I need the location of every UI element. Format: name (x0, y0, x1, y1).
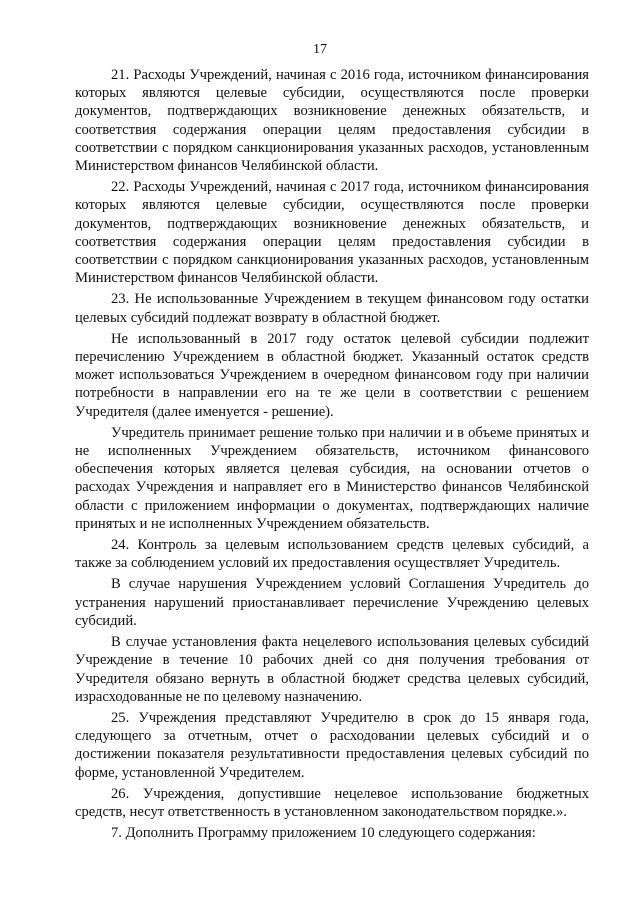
page-number: 17 (313, 42, 327, 57)
paragraph-21: 21. Расходы Учреждений, начиная с 2016 года, источником финансирования которых являются целевые субсидии, осуществляются после проверки документов, подтверждающих возникновение денежных обязательств, и соответствия содержания операции целям предоставления субсидии в соответствии с порядком санкционирования указанных расходов, установленным Министерством финансов Челябинской области. (75, 67, 589, 175)
paragraph-7-amendment: 7. Дополнить Программу приложением 10 следующего содержания: (111, 825, 536, 842)
paragraph-23-remainder: Не использованный в 2017 году остаток целевой субсидии подлежит перечислению Учреждением в областной бюджет. Указанный остаток средств может использоваться Учреждением в очередном финансовом году при наличии потребности в направлении его на те же цели в соответствии с решением Учредителя (далее именуется - решение). (75, 330, 589, 420)
paragraph-25: 25. Учреждения представляют Учредителю в срок до 15 января года, следующего за отчетным, отчет о расходовании целевых субсидий и о достижении показателя результативности предоставления целевых субсидий по форме, установленной Учредителем. (75, 709, 589, 781)
paragraph-24: 24. Контроль за целевым использованием средств целевых субсидий, а также за соблюдением условий их предоставления осуществляет Учредитель. (75, 537, 589, 572)
paragraph-24-violation: В случае нарушения Учреждением условий Соглашения Учредитель до устранения нарушений приостанавливает перечисление Учреждению целевых субсидий. (75, 576, 589, 629)
document-body (75, 66, 589, 842)
paragraph-23-decision: Учредитель принимает решение только при наличии и в объеме принятых и не исполненных Учреждением обязательств, источником финансового обеспечения которых является целевая субсидия, на основании отчетов о расходах Учреждения и направляет его в Министерство финансов Челябинской области с приложением информации о документах, подтверждающих наличие принятых и не исполненных Учреждением обязательств. (75, 424, 589, 532)
paragraph-23: 23. Не использованные Учреждением в текущем финансовом году остатки целевых субсидий подлежат возврату в областной бюджет. (75, 291, 589, 326)
paragraph-24-misuse: В случае установления факта нецелевого использования целевых субсидий Учреждение в течение 10 рабочих дней со дня получения требования от Учредителя обязано вернуть в областной бюджет средства целевых субсидий, израсходованные не по целевому назначению. (75, 634, 589, 705)
paragraph-26: 26. Учреждения, допустившие нецелевое использование бюджетных средств, несут ответственность в установленном законодательством порядке.». (75, 785, 589, 820)
paragraph-22: 22. Расходы Учреждений, начиная с 2017 года, источником финансирования которых являются целевые субсидии, осуществляются после проверки документов, подтверждающих возникновение денежных обязательств, и соответствия содержания операции целям предоставления субсидии в соответствии с порядком санкционирования указанных расходов, установленным Министерством финансов Челябинской области. (75, 179, 589, 287)
